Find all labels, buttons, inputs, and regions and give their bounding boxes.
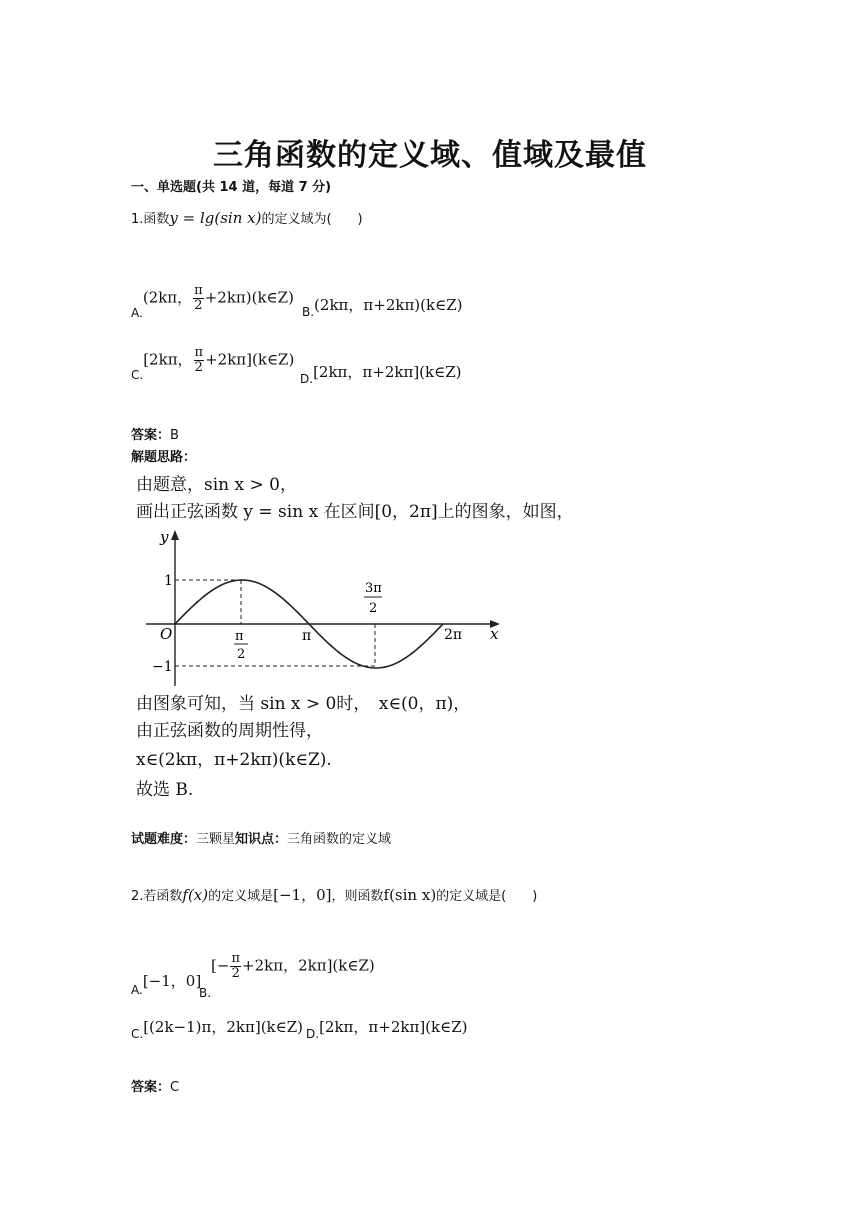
q1-option-a-num: π	[194, 283, 203, 298]
q1-option-c-den: 2	[194, 359, 203, 375]
q1-option-c-pre: [2kπ，	[143, 350, 193, 369]
q2-stem-domain: [−1，0]	[273, 886, 332, 904]
page-title: 三角函数的定义域、值域及最值	[213, 138, 647, 173]
question-2-stem	[131, 884, 537, 905]
q1-knowledge-value: 三角函数的定义域	[287, 832, 392, 847]
q2-stem-mid2: ，则函数	[331, 889, 384, 904]
q1-option-c-label: C.	[131, 367, 144, 382]
q1-solution-line-3: 由图象可知，当 sin x > 0时， x∈(0，π)，	[136, 694, 471, 714]
q2-option-b-post: +2kπ，2kπ](k∈Z)	[242, 956, 375, 975]
q1-knowledge-label: 知识点：	[235, 832, 288, 847]
section-header: 一、单选题(共 14 道，每道 7 分)	[131, 180, 332, 195]
y-axis-label: y	[160, 528, 169, 546]
y-axis-arrow-icon	[171, 530, 179, 540]
q1-stem-formula: y = lg(sin x)	[169, 209, 262, 227]
q2-option-b-label: B.	[199, 985, 212, 1000]
q2-option-c-text: [(2k−1)π，2kπ](k∈Z)	[143, 1018, 304, 1036]
tick-label-2pi: 2π	[444, 627, 463, 643]
q1-stem-prefix: 1.函数	[131, 212, 170, 227]
q1-answer	[131, 424, 179, 443]
tick-label-3half-pi-num: 3π	[365, 581, 382, 596]
q2-option-a[interactable]	[131, 970, 202, 997]
q2-option-c[interactable]	[131, 1016, 304, 1041]
q2-stem-suffix: 的定义域是( )	[436, 889, 538, 904]
q1-option-c[interactable]	[131, 345, 295, 382]
q2-stem-f: f(x)	[182, 886, 209, 904]
q2-option-b-pre: [−	[211, 956, 230, 975]
origin-label: O	[160, 625, 173, 643]
q2-option-d[interactable]	[306, 1016, 468, 1041]
q2-stem-fsin: f(sin x)	[383, 886, 437, 904]
tick-label-half-pi-num: π	[235, 629, 244, 644]
q2-option-d-label: D.	[306, 1027, 320, 1041]
question-1-stem	[131, 208, 363, 227]
q1-solution-label: 解题思路：	[131, 450, 197, 465]
q1-option-b-label: B.	[302, 305, 315, 319]
q1-difficulty-label: 试题难度：	[131, 832, 197, 847]
tick-label-half-pi-den: 2	[237, 647, 246, 662]
q2-answer-value: C	[170, 1080, 180, 1095]
x-axis-label: x	[490, 625, 499, 643]
q2-stem-mid1: 的定义域是	[208, 889, 274, 904]
tick-label-3half-pi-den: 2	[369, 601, 378, 616]
q1-stem-suffix: 的定义域为( )	[261, 212, 363, 227]
q1-option-a-pre: (2kπ，	[142, 288, 193, 307]
q1-option-b-text: (2kπ，π+2kπ)(k∈Z)	[314, 296, 463, 314]
q1-solution-line-4: 由正弦函数的周期性得，	[136, 721, 323, 741]
q1-option-a-den: 2	[194, 297, 203, 313]
q1-solution-line-2: 画出正弦函数 y = sin x 在区间[0，2π]上的图象，如图，	[136, 502, 574, 522]
q2-option-b[interactable]	[199, 951, 375, 1000]
sine-graph	[140, 526, 510, 688]
q2-option-d-text: [2kπ，π+2kπ](k∈Z)	[319, 1018, 468, 1036]
q1-solution-line-6: 故选 B.	[136, 780, 194, 800]
q1-option-c-post: +2kπ](k∈Z)	[205, 350, 295, 369]
q1-option-b[interactable]	[302, 294, 463, 319]
q1-meta	[131, 828, 391, 847]
q1-option-d[interactable]	[300, 361, 462, 386]
tick-label-1: 1	[164, 573, 173, 589]
q1-option-a-post: +2kπ)(k∈Z)	[204, 288, 294, 307]
q1-option-a-label: A.	[131, 305, 143, 320]
q1-difficulty-value: 三颗星	[196, 832, 236, 847]
q1-solution-line-1: 由题意，sin x > 0，	[136, 475, 297, 495]
q1-answer-value: B	[170, 428, 179, 443]
q2-option-b-den: 2	[231, 965, 240, 981]
q2-answer-label: 答案：	[131, 1080, 171, 1095]
q2-option-c-label: C.	[131, 1027, 144, 1041]
q2-answer	[131, 1076, 179, 1095]
q2-option-b-num: π	[231, 951, 241, 966]
tick-label-pi: π	[302, 628, 312, 644]
q2-stem-prefix: 2.若函数	[131, 889, 183, 904]
q1-answer-label: 答案：	[131, 428, 171, 443]
q1-option-a[interactable]	[131, 283, 294, 320]
q1-solution-line-5: x∈(2kπ，π+2kπ)(k∈Z).	[136, 750, 332, 770]
q1-option-c-num: π	[194, 345, 204, 360]
q1-option-d-text: [2kπ，π+2kπ](k∈Z)	[313, 363, 462, 381]
q2-option-a-label: A.	[131, 983, 143, 997]
q1-option-d-label: D.	[300, 372, 314, 386]
q2-option-a-text: [−1，0]	[142, 972, 202, 990]
tick-label-neg1: −1	[152, 659, 173, 675]
